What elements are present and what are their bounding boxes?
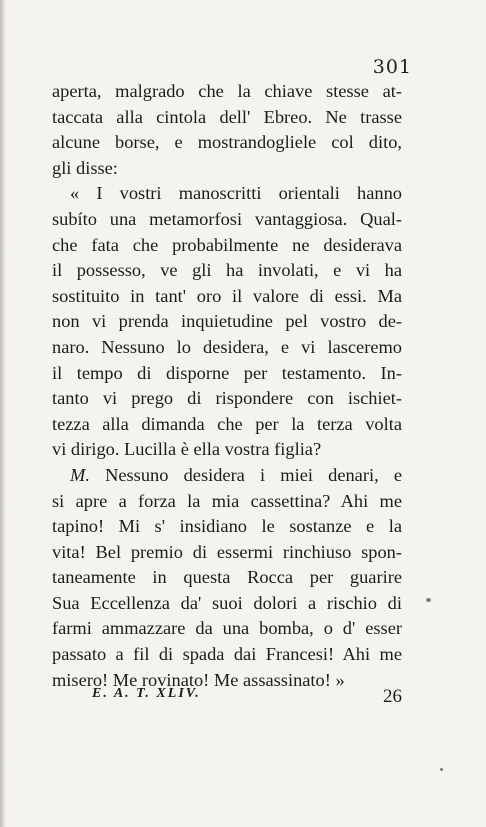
text-line: taccata alla cintola dell' Ebreo. Ne trasse: [52, 106, 402, 127]
text-line: tapino! Mi s' insidiano le sostanze e la: [52, 516, 402, 537]
text-line: tezza alla dimanda che per la terza volta: [52, 413, 402, 434]
text-line: taneamente in questa Rocca per guarire: [52, 567, 402, 588]
speaker-label: M.: [70, 464, 90, 485]
text-line: passato a fil di spada dai Francesi! Ahi me: [52, 644, 402, 665]
text-line: il tempo di disporne per testamento. In-: [52, 362, 402, 383]
page-number: 301: [372, 56, 412, 78]
text-line: il possesso, ve gli ha involati, e vi ha: [52, 260, 402, 281]
text-line: tanto vi prego di rispondere con ischiet-: [52, 388, 402, 409]
paper-speck: [426, 598, 431, 602]
text-line: si apre a forza la mia cassettina? Ahi me: [52, 490, 402, 511]
page-edge-shadow: [0, 0, 6, 827]
text-line: « I vostri manoscritti orientali hanno: [70, 183, 402, 204]
text-line: non vi prenda inquietudine pel vostro de-: [52, 311, 402, 332]
text-line: che fata che probabilmente ne desiderava: [52, 234, 402, 255]
speech-text: Nessuno desidera i miei denari, e: [89, 464, 402, 485]
text-line: farmi ammazzare da una bomba, o d' esser: [52, 618, 402, 639]
text-line: aperta, malgrado che la chiave stesse at-: [52, 81, 402, 101]
text-line: gli disse:: [52, 157, 118, 178]
text-line: vi dirigo. Lucilla è ella vostra figlia?: [52, 439, 322, 460]
text-line: alcune borse, e mostrandogliele col dito,: [52, 132, 402, 153]
page-footer: [52, 686, 402, 710]
gathering-number: 26: [383, 686, 402, 707]
text-line: subíto una metamorfosi vantaggiosa. Qual-: [52, 208, 402, 229]
speech-first-line: [52, 463, 402, 489]
text-line: vita! Bel premio di essermi rinchiuso spon-: [52, 541, 402, 562]
paper-speck: [440, 768, 443, 771]
text-line: Sua Eccellenza da' suoi dolori a rischio di: [52, 592, 402, 613]
text-line: naro. Nessuno lo desidera, e vi lasceremo: [52, 336, 402, 357]
printer-signature: E. A. T. XLIV.: [92, 686, 201, 701]
body-text: [52, 79, 402, 693]
text-line: misero! Me rovinato! Me assassinato! »: [52, 669, 345, 690]
text-line: sostituito in tant' oro il valore di essi. Ma: [52, 285, 402, 306]
